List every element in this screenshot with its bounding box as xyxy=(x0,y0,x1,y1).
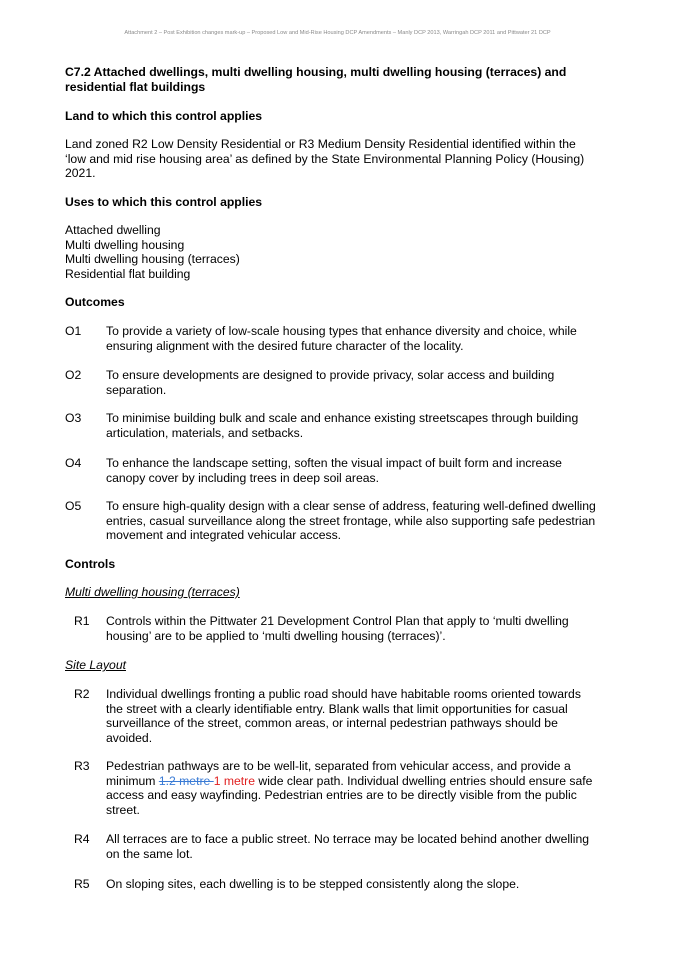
land-paragraph: Land zoned R2 Low Density Residential or R3 Medium Density Residential identified within the ‘low and mid rise housing area’ as defined by the State Environmental Planning Policy (Housing) 2021. xyxy=(65,137,585,181)
uses-list xyxy=(65,223,615,281)
controls-heading: Controls xyxy=(65,557,116,571)
section-title: C7.2 Attached dwellings, multi dwelling housing, multi dwelling housing (terraces) and residential flat buildings xyxy=(65,65,567,94)
item-label: R2 xyxy=(74,687,90,701)
subheading-terraces: Multi dwelling housing (terraces) xyxy=(65,585,240,599)
item-label: R1 xyxy=(74,614,90,628)
outcomes-heading: Outcomes xyxy=(65,295,125,309)
running-header: Attachment 2 – Post Exhibition changes mark-up – Proposed Low and Mid-Rise Housing DCP Amendments – Manly DCP 2013, Warringah DCP 2011 and Pittwater 21 DCP xyxy=(124,30,551,36)
item-label: R3 xyxy=(74,759,90,773)
item-label: O3 xyxy=(65,411,82,425)
item-label: O1 xyxy=(65,324,82,338)
list-item: Multi dwelling housing (terraces) xyxy=(65,252,240,267)
list-item: Residential flat building xyxy=(65,266,191,281)
deleted-text: 1.2 metre xyxy=(158,773,214,788)
item-label: O2 xyxy=(65,368,82,382)
item-label: R4 xyxy=(74,832,90,846)
subheading-site-layout: Site Layout xyxy=(65,658,126,672)
list-item: Multi dwelling housing xyxy=(65,237,185,252)
list-item: Attached dwelling xyxy=(65,223,161,237)
inserted-text: 1 metre xyxy=(213,773,256,788)
item-label: O5 xyxy=(65,499,82,513)
uses-heading: Uses to which this control applies xyxy=(65,195,263,209)
land-heading: Land to which this control applies xyxy=(65,109,263,123)
item-label: O4 xyxy=(65,456,82,470)
item-label: R5 xyxy=(74,877,90,891)
